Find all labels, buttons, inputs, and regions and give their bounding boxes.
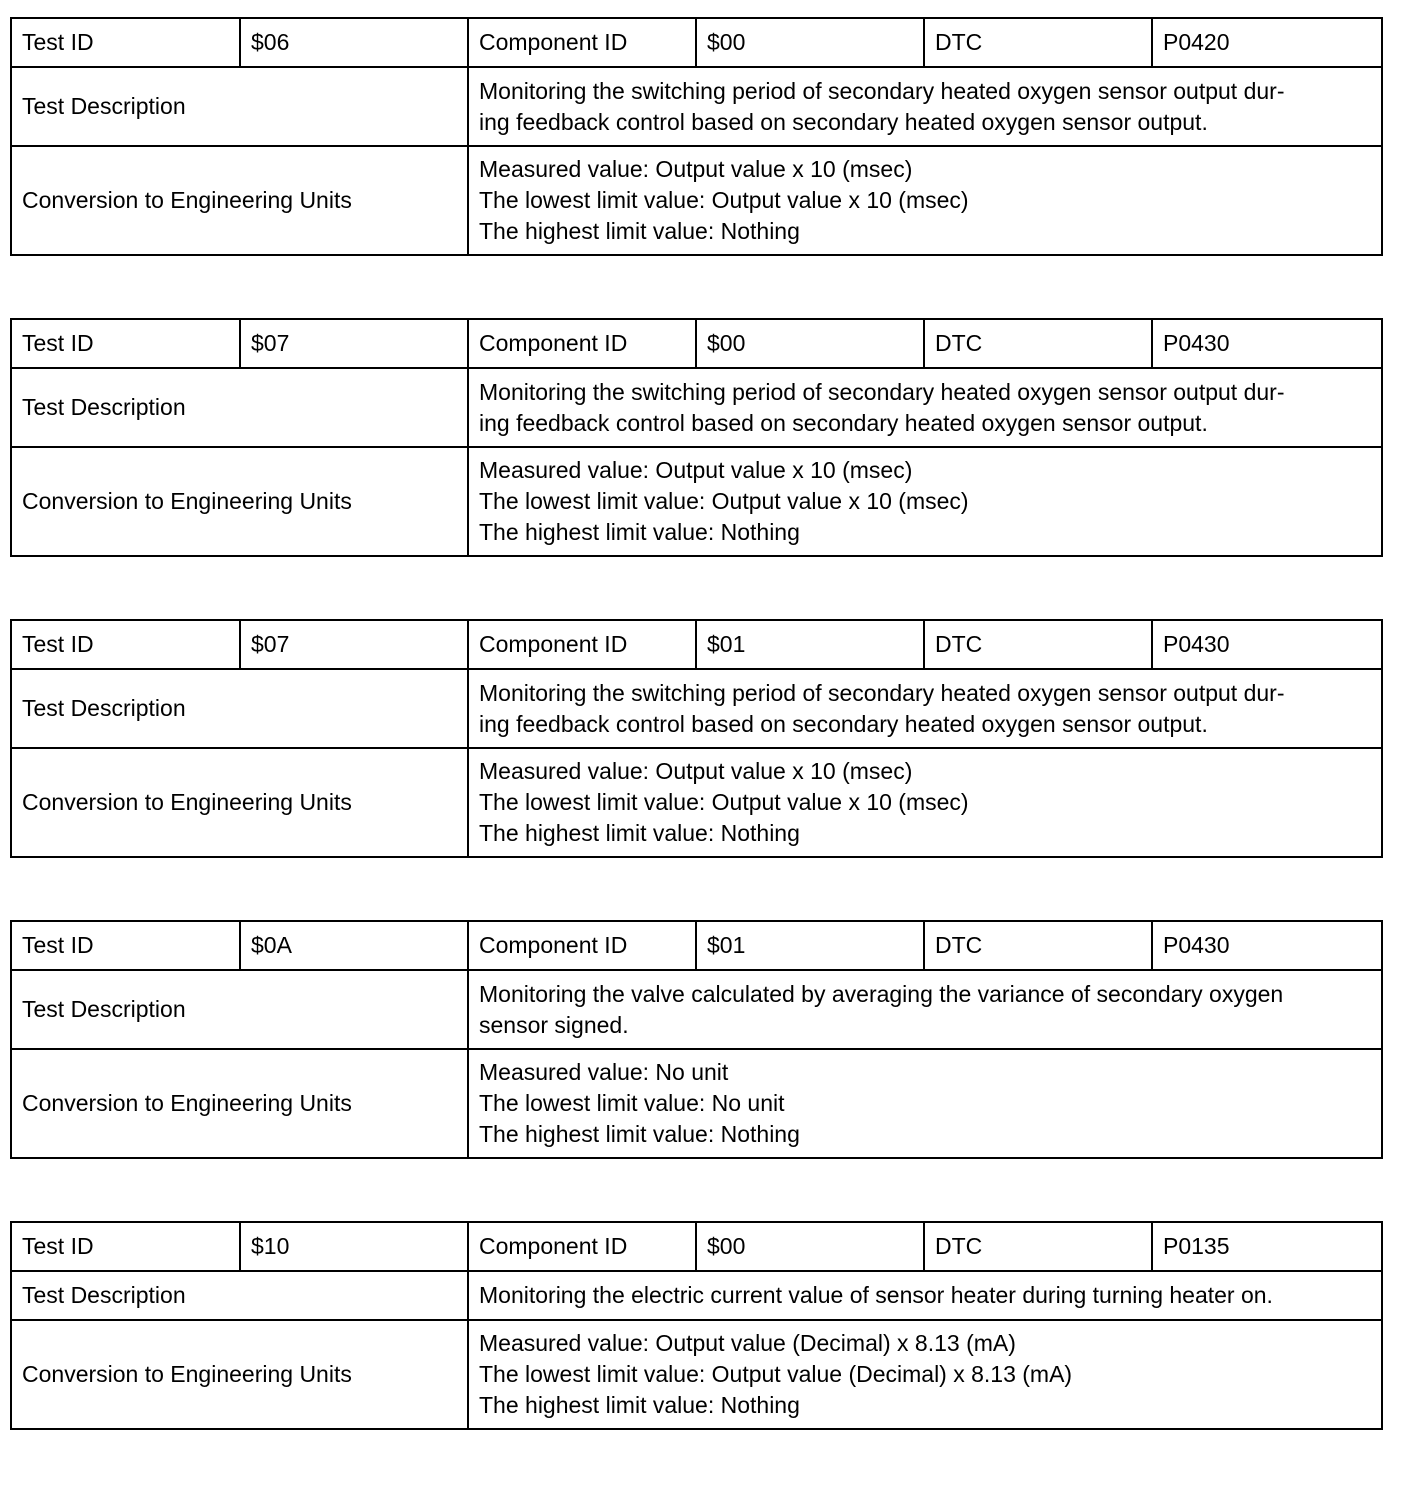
table-header-row (11, 319, 1382, 368)
test-id-label: Test ID (11, 18, 240, 67)
component-id-label: Component ID (468, 1222, 696, 1271)
component-id-value: $01 (696, 620, 924, 669)
table-conversion-row (11, 1049, 1382, 1158)
component-id-label: Component ID (468, 921, 696, 970)
table-description-row (11, 368, 1382, 447)
component-id-value: $00 (696, 1222, 924, 1271)
test-id-value: $07 (240, 319, 468, 368)
monitor-test-table (10, 1221, 1383, 1430)
table-header-row (11, 620, 1382, 669)
test-id-value: $07 (240, 620, 468, 669)
dtc-label: DTC (924, 620, 1152, 669)
test-description-label: Test Description (11, 669, 468, 748)
dtc-value: P0420 (1152, 18, 1382, 67)
conversion-value: Measured value: Output value x 10 (msec) The lowest limit value: Output value x 10 (msec) The highest limit value: Nothing (468, 447, 1382, 556)
dtc-label: DTC (924, 319, 1152, 368)
conversion-value: Measured value: Output value x 10 (msec) The lowest limit value: Output value x 10 (msec) The highest limit value: Nothing (468, 748, 1382, 857)
table-header-row (11, 18, 1382, 67)
test-id-label: Test ID (11, 620, 240, 669)
component-id-label: Component ID (468, 620, 696, 669)
test-id-value: $06 (240, 18, 468, 67)
test-description-value: Monitoring the valve calculated by averaging the variance of secondary oxygen sensor signed. (468, 970, 1382, 1049)
test-description-value: Monitoring the electric current value of sensor heater during turning heater on. (468, 1271, 1382, 1320)
document-page (10, 17, 1381, 1492)
test-description-label: Test Description (11, 368, 468, 447)
conversion-value: Measured value: Output value (Decimal) x 8.13 (mA) The lowest limit value: Output value (Decimal) x 8.13 (mA) The highest limit value: Nothing (468, 1320, 1382, 1429)
table-description-row (11, 1271, 1382, 1320)
monitor-test-table (10, 619, 1383, 858)
dtc-label: DTC (924, 1222, 1152, 1271)
test-id-label: Test ID (11, 1222, 240, 1271)
table-description-row (11, 67, 1382, 146)
dtc-value: P0135 (1152, 1222, 1382, 1271)
table-description-row (11, 970, 1382, 1049)
test-id-value: $10 (240, 1222, 468, 1271)
test-description-label: Test Description (11, 1271, 468, 1320)
monitor-test-table (10, 318, 1383, 557)
test-id-label: Test ID (11, 319, 240, 368)
test-description-value: Monitoring the switching period of secondary heated oxygen sensor output dur- ing feedback control based on secondary heated oxygen sensor output. (468, 368, 1382, 447)
table-conversion-row (11, 1320, 1382, 1429)
test-description-value: Monitoring the switching period of secondary heated oxygen sensor output dur- ing feedback control based on secondary heated oxygen sensor output. (468, 669, 1382, 748)
dtc-value: P0430 (1152, 921, 1382, 970)
dtc-label: DTC (924, 18, 1152, 67)
test-id-label: Test ID (11, 921, 240, 970)
monitor-test-table (10, 17, 1383, 256)
component-id-value: $01 (696, 921, 924, 970)
test-id-value: $0A (240, 921, 468, 970)
table-conversion-row (11, 748, 1382, 857)
conversion-label: Conversion to Engineering Units (11, 748, 468, 857)
conversion-value: Measured value: Output value x 10 (msec) The lowest limit value: Output value x 10 (msec) The highest limit value: Nothing (468, 146, 1382, 255)
dtc-label: DTC (924, 921, 1152, 970)
component-id-label: Component ID (468, 319, 696, 368)
table-header-row (11, 1222, 1382, 1271)
table-conversion-row (11, 447, 1382, 556)
component-id-value: $00 (696, 319, 924, 368)
conversion-label: Conversion to Engineering Units (11, 1320, 468, 1429)
test-description-value: Monitoring the switching period of secondary heated oxygen sensor output dur- ing feedback control based on secondary heated oxygen sensor output. (468, 67, 1382, 146)
table-header-row (11, 921, 1382, 970)
table-conversion-row (11, 146, 1382, 255)
conversion-value: Measured value: No unit The lowest limit value: No unit The highest limit value: Nothing (468, 1049, 1382, 1158)
conversion-label: Conversion to Engineering Units (11, 1049, 468, 1158)
dtc-value: P0430 (1152, 620, 1382, 669)
table-description-row (11, 669, 1382, 748)
test-description-label: Test Description (11, 67, 468, 146)
test-description-label: Test Description (11, 970, 468, 1049)
component-id-label: Component ID (468, 18, 696, 67)
monitor-test-table (10, 920, 1383, 1159)
component-id-value: $00 (696, 18, 924, 67)
conversion-label: Conversion to Engineering Units (11, 146, 468, 255)
conversion-label: Conversion to Engineering Units (11, 447, 468, 556)
dtc-value: P0430 (1152, 319, 1382, 368)
